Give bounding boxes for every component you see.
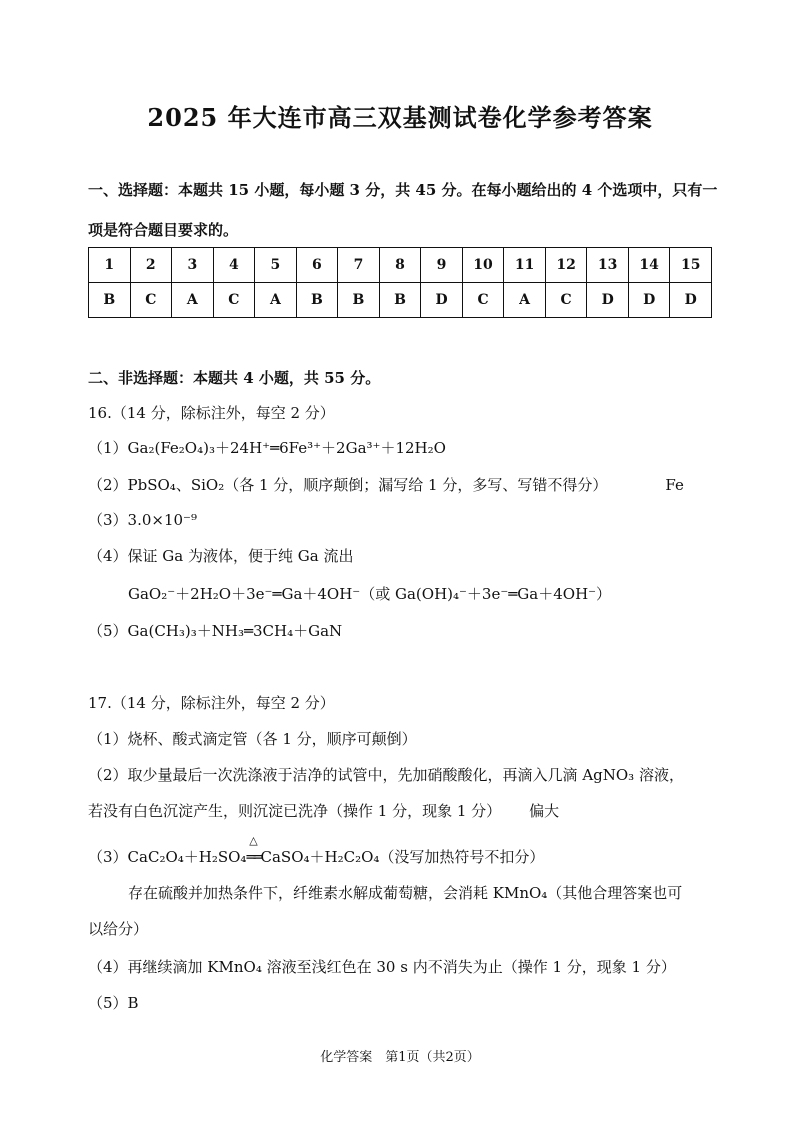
q17-header: 17.（14 分，除标注外，每空 2 分）	[88, 694, 335, 712]
q17-answer-3-left: （3）CaC₂O₄＋H₂SO₄	[88, 848, 247, 866]
answer-cell: A	[172, 283, 214, 318]
answer-cell: B	[379, 283, 421, 318]
section1-header: 一、选择题：本题共 15 小题，每小题 3 分，共 45 分。在每小题给出的 4 个选项中，只有一项是符合题目要求的。	[88, 181, 718, 239]
answer-cell: D	[670, 283, 712, 318]
question-number: 2	[130, 248, 172, 283]
question-number: 5	[255, 248, 297, 283]
q17-answer-1: （1）烧杯、酸式滴定管（各 1 分，顺序可颠倒）	[88, 730, 417, 748]
answer-table-number-row	[89, 248, 712, 283]
answer-cell: D	[587, 283, 629, 318]
answer-cell: C	[213, 283, 255, 318]
answer-cell: C	[130, 283, 172, 318]
question-number: 3	[172, 248, 214, 283]
q16-answer-4-equation: GaO₂⁻＋2H₂O＋3e⁻═Ga＋4OH⁻（或 Ga(OH)₄⁻＋3e⁻═Ga＋4OH⁻）	[128, 585, 612, 603]
answer-cell: B	[296, 283, 338, 318]
q16-header: 16.（14 分，除标注外，每空 2 分）	[88, 404, 335, 422]
q16-answer-3: （3）3.0×10⁻⁹	[88, 511, 197, 529]
q17-answer-2-result: 偏大	[529, 802, 560, 820]
answer-cell: A	[255, 283, 297, 318]
question-number: 15	[670, 248, 712, 283]
answer-cell: D	[421, 283, 463, 318]
answer-table	[88, 247, 712, 318]
question-number: 12	[545, 248, 587, 283]
answer-cell: C	[462, 283, 504, 318]
q17-answer-2-cont-text: 若没有白色沉淀产生，则沉淀已洗净（操作 1 分，现象 1 分）	[88, 802, 502, 820]
page-title: 2025 年大连市高三双基测试卷化学参考答案	[147, 103, 653, 132]
question-number: 6	[296, 248, 338, 283]
q16-answer-4: （4）保证 Ga 为液体，便于纯 Ga 流出	[88, 547, 354, 565]
section2-header: 二、非选择题：本题共 4 小题，共 55 分。	[88, 369, 381, 387]
heating-equals-sign	[246, 834, 261, 866]
question-number: 13	[587, 248, 629, 283]
question-number: 7	[338, 248, 380, 283]
q16-answer-2-fe: Fe	[665, 476, 684, 494]
q17-answer-2: （2）取少量最后一次洗涤液于洁净的试管中，先加硝酸酸化，再滴入几滴 AgNO₃ 溶液，	[88, 766, 684, 784]
question-number: 9	[421, 248, 463, 283]
q17-answer-3-right: CaSO₄＋H₂C₂O₄（没写加热符号不扣分）	[260, 848, 545, 866]
answer-cell: B	[338, 283, 380, 318]
page-footer: 化学答案 第1页（共2页）	[320, 1050, 480, 1065]
question-number: 8	[379, 248, 421, 283]
answer-cell: A	[504, 283, 546, 318]
q16-answer-5: （5）Ga(CH₃)₃＋NH₃═3CH₄＋GaN	[88, 622, 343, 640]
q17-answer-2-cont	[88, 800, 728, 821]
q17-answer-3	[88, 834, 728, 867]
q17-answer-5: （5）B	[88, 994, 139, 1012]
answer-cell: C	[545, 283, 587, 318]
q17-answer-4: （4）再继续滴加 KMnO₄ 溶液至浅红色在 30 s 内不消失为止（操作 1 分，现象 1 分）	[88, 958, 676, 976]
question-number: 1	[89, 248, 131, 283]
question-number: 10	[462, 248, 504, 283]
q17-answer-3-explanation-cont: 以给分）	[88, 920, 149, 938]
answer-cell: D	[628, 283, 670, 318]
q16-answer-1: （1）Ga₂(Fe₂O₄)₃＋24H⁺═6Fe³⁺＋2Ga³⁺＋12H₂O	[88, 439, 446, 457]
q16-answer-2-text: （2）PbSO₄、SiO₂（各 1 分，顺序颠倒；漏写给 1 分，多写、写错不得分）	[88, 476, 608, 494]
equals-sign: ══	[246, 848, 261, 866]
question-number: 11	[504, 248, 546, 283]
question-number: 14	[628, 248, 670, 283]
q16-answer-2	[88, 474, 728, 495]
q17-answer-3-explanation: 存在硫酸并加热条件下，纤维素水解成葡萄糖，会消耗 KMnO₄（其他合理答案也可	[128, 884, 683, 902]
answer-cell: B	[89, 283, 131, 318]
heat-triangle-icon: △	[249, 834, 258, 847]
answer-table-answer-row	[89, 283, 712, 318]
question-number: 4	[213, 248, 255, 283]
